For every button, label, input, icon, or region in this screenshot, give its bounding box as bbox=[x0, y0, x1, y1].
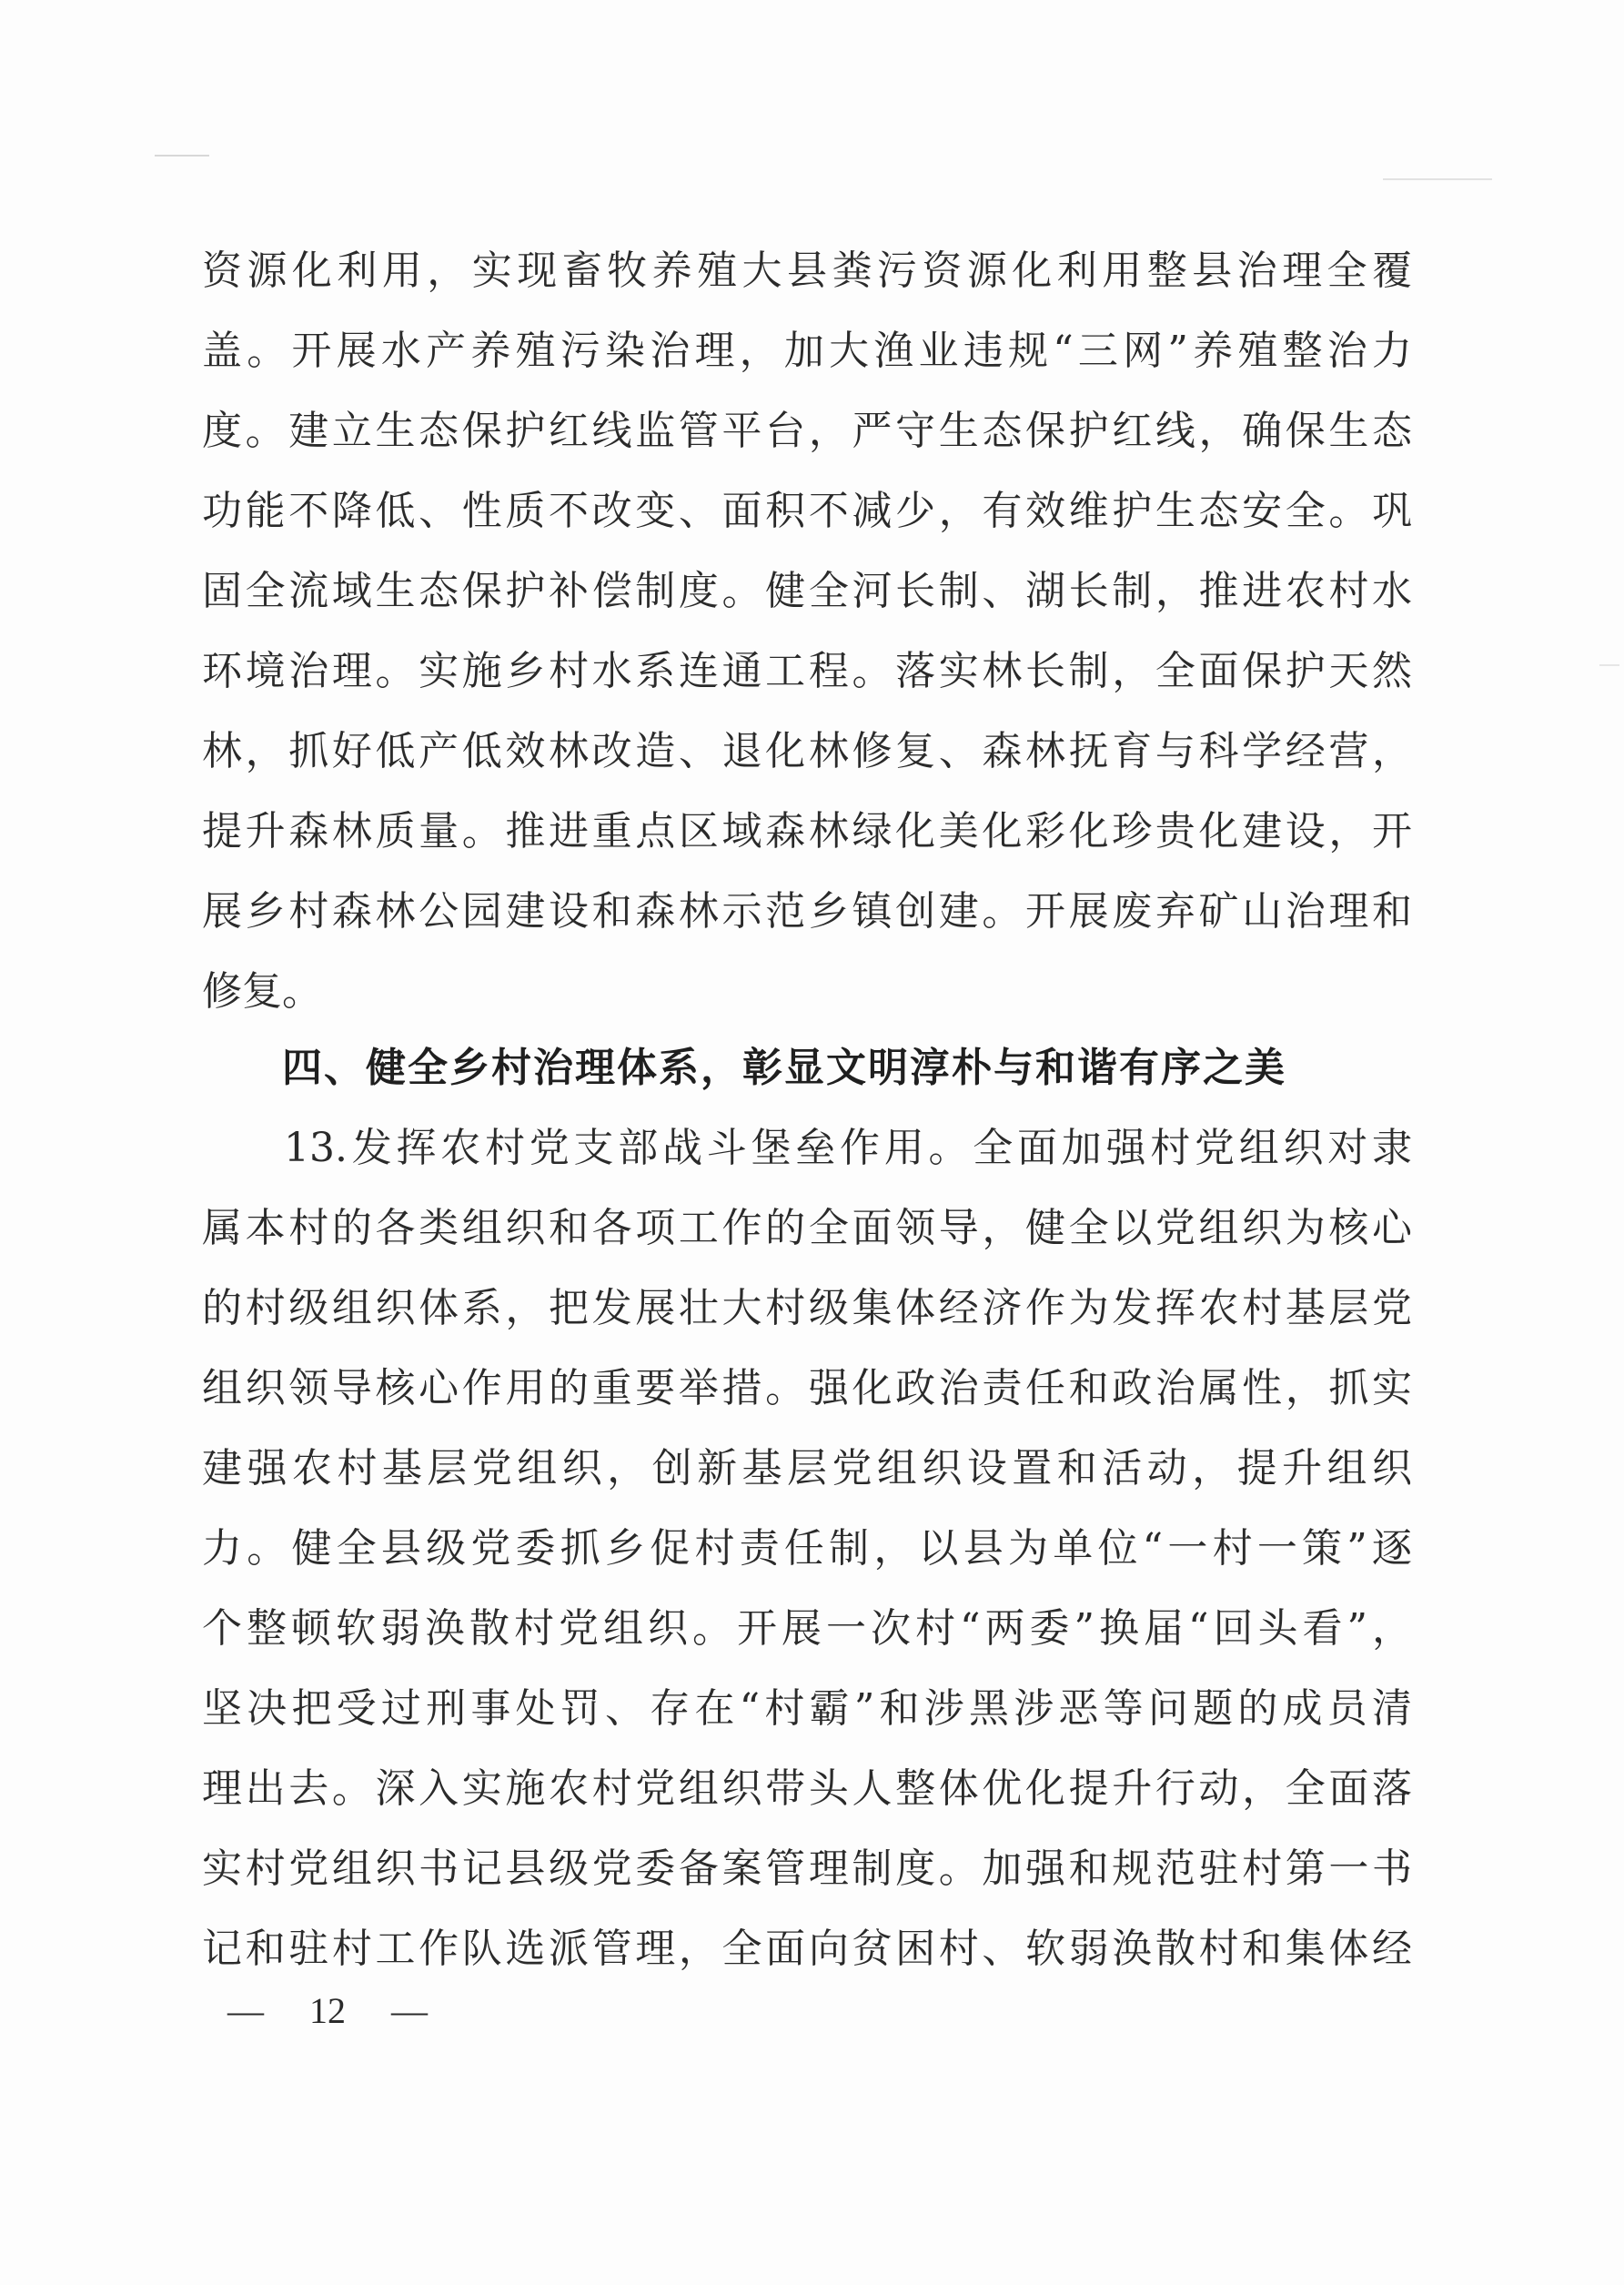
body-text-line: 修复。 bbox=[202, 968, 322, 1015]
body-text-line: 度。建立生态保护红线监管平台，严守生态保护红线，确保生态 bbox=[202, 408, 1412, 454]
body-text-line: 盖。开展水产养殖污染治理，加大渔业违规“三网”养殖整治力 bbox=[202, 328, 1412, 374]
body-text-line: 组织领导核心作用的重要举措。强化政治责任和政治属性，抓实 bbox=[202, 1365, 1412, 1411]
body-text-line: 13.发挥农村党支部战斗堡垒作用。全面加强村党组织对隶 bbox=[284, 1125, 1412, 1171]
footer-dash-right: — bbox=[391, 1990, 428, 2031]
body-text-line: 实村党组织书记县级党委备案管理制度。加强和规范驻村第一书 bbox=[202, 1845, 1412, 1892]
body-text-line: 坚决把受过刑事处罚、存在“村霸”和涉黑涉恶等问题的成员清 bbox=[202, 1685, 1412, 1732]
body-text-line: 个整顿软弱涣散村党组织。开展一次村“两委”换届“回头看”， bbox=[202, 1605, 1412, 1652]
body-text-line: 提升森林质量。推进重点区域森林绿化美化彩化珍贵化建设，开 bbox=[202, 808, 1412, 854]
page-number-footer bbox=[218, 1984, 437, 2038]
scan-artifact bbox=[1383, 178, 1492, 180]
body-text-line: 展乡村森林公园建设和森林示范乡镇创建。开展废弃矿山治理和 bbox=[202, 888, 1412, 935]
body-text-line: 环境治理。实施乡村水系连通工程。落实林长制，全面保护天然 bbox=[202, 648, 1412, 694]
footer-dash-left: — bbox=[227, 1990, 264, 2031]
scan-artifact bbox=[1599, 664, 1619, 666]
body-text-line: 记和驻村工作队选派管理，全面向贫困村、软弱涣散村和集体经 bbox=[202, 1926, 1412, 1972]
body-text-line: 林，抓好低产低效林改造、退化林修复、森林抚育与科学经营， bbox=[202, 728, 1412, 774]
body-text-line: 力。健全县级党委抓乡促村责任制，以县为单位“一村一策”逐 bbox=[202, 1525, 1412, 1572]
section-heading: 四、健全乡村治理体系，彰显文明淳朴与和谐有序之美 bbox=[282, 1045, 1286, 1091]
body-text-line: 固全流域生态保护补偿制度。健全河长制、湖长制，推进农村水 bbox=[202, 568, 1412, 614]
body-text-line: 功能不降低、性质不改变、面积不减少，有效维护生态安全。巩 bbox=[202, 488, 1412, 534]
body-text-line: 的村级组织体系，把发展壮大村级集体经济作为发挥农村基层党 bbox=[202, 1285, 1412, 1331]
page-number: 12 bbox=[309, 1990, 346, 2031]
body-text-line: 属本村的各类组织和各项工作的全面领导，健全以党组织为核心 bbox=[202, 1205, 1412, 1251]
body-text-line: 资源化利用，实现畜牧养殖大县粪污资源化利用整县治理全覆 bbox=[202, 248, 1412, 294]
body-text-line: 建强农村基层党组织，创新基层党组织设置和活动，提升组织 bbox=[202, 1445, 1412, 1491]
scan-artifact bbox=[155, 155, 209, 157]
body-text-line: 理出去。深入实施农村党组织带头人整体优化提升行动，全面落 bbox=[202, 1765, 1412, 1812]
